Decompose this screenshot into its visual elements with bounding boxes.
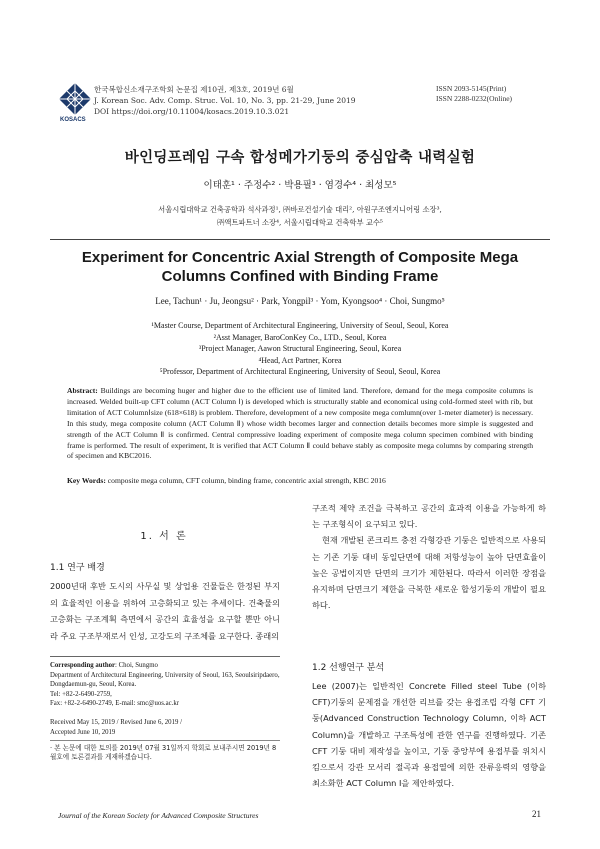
body-text-left: 2000년대 후반 도시의 사무실 및 상업용 건물들은 한정된 부지의 효율적인 이용을 위하여 고층화되고 있는 추세이다. 건축물의 고층화는 구조계획 측면에서 공간의 효율성을 요구할 뿐만 아니라 주요 구조부재로서 인성, 고강도의 구조체를 요구한다. 종래의 xyxy=(50,581,280,641)
subsection-heading: 1.1 연구 배경 xyxy=(50,563,105,573)
divider xyxy=(50,740,280,741)
affiliation-ko-line: ㈜액트파트너 소장⁴, 서울시립대학교 건축학부 교수⁵ xyxy=(217,218,383,227)
corr-name: : Choi, Sungmo xyxy=(115,662,158,669)
abstract-text: Buildings are becoming huger and higher due to the efficient use of limited land. Therefore, demand for the mega composite columns is increased. Welded built-up CFT column (ACT Column Ⅰ) is developed which is structurally stable and economical using cold-formed steel with rib, but limitation of ACT ColumnⅠsize (618×618) is problem. Therefore, development of a new composite mega comlumn(over 1-meter diameter) is necessary. In this study, mega composite column (ACT Column Ⅱ) whose width becomes larger and connection details becomes more simple is suggested and strength of the ACT Column Ⅱ is confirmed. Central compressive loading experiment of composite mega column specimen combined with binding frame is performed. The result of experiment, It is verified that ACT Column Ⅱ could behave stably as composite mega columns by comparing strength of specimen and KBC2016. xyxy=(67,386,533,461)
title-korean: 바인딩프레임 구속 합성메가기둥의 중심압축 내력실험 xyxy=(124,150,476,166)
footer-journal: Journal of the Korean Society for Advanced Composite Structures xyxy=(58,811,259,820)
corr-fax-email[interactable]: Fax: +82-2-6490-2749, E-mail: smc@uos.ac.kr xyxy=(50,700,180,708)
doi-link[interactable]: DOI https://doi.org/10.11004/kosacs.2019.10.3.021 xyxy=(94,107,290,116)
corr-address: Department of Architectural Engineering, University of Seoul, 163, Seoulsiripdaero, Dongdaemun-gu, Seoul, Korea. xyxy=(50,671,280,689)
logo-text: KOSACS xyxy=(60,117,86,123)
divider xyxy=(50,239,550,240)
affiliation-ko-line: 서울시립대학교 건축공학과 석사과정¹, ㈜바로건설기술 대리², 아원구조엔지니어링 소장³, xyxy=(158,205,442,214)
body-text-right-bottom: Lee (2007)는 일반적인 Concrete Filled steel Tube (이하 CFT)기둥의 문제점을 개선한 리브를 갖는 용접조립 각형 CFT 기둥(Advanced Construction Technology Column, 이하 ACT Column)을 개발하고 구조특성에 관한 연구를 진행하였다. 기존 CFT 기둥 대비 제작성을 높이고, 기둥 중앙부에 용접부를 위치시킴으로서 강관 모서리 절곡과 용접열에 의한 잔류응력의 영향을 최소화한 ACT Column Ⅰ을 제안하였다. xyxy=(312,681,546,789)
received-line: Received May 15, 2019 / Revised June 6, 2019 / xyxy=(50,719,182,726)
authors-korean: 이태훈¹ · 주정수² · 박용필³ · 염경수⁴ · 최성모⁵ xyxy=(203,180,397,191)
journal-ko: 한국복합신소재구조학회 논문집 제10권, 제3호, 2019년 6월 xyxy=(94,85,294,94)
affiliations-english xyxy=(0,320,600,378)
paragraph: 현재 개발된 콘크리트 충전 각형강관 기둥은 일반적으로 사용되는 기존 기둥 대비 동일단면에 대해 저항성능이 높아 단면효율이 높은 공법이지만 단면의 크기가 제한된다. 따라서 이러한 장점을 유지하며 단면크기 제한을 극복한 새로운 합성기둥의 개발이 필요하다. xyxy=(312,535,546,611)
title-en-line: Columns Confined with Binding Frame xyxy=(161,268,439,285)
kosacs-logo-icon xyxy=(58,82,92,116)
corr-tel: Tel: +82-2-6490-2759, xyxy=(50,690,112,698)
affiliation-en-line: ²Asst Manager, BaroConKey Co., LTD., Seoul, Korea xyxy=(213,332,387,342)
affiliations-korean xyxy=(0,203,600,229)
received-dates xyxy=(50,718,282,737)
discussion-note: · 본 논문에 대한 토의를 2019년 07월 31일까지 학회로 보내주시면 2019년 8월호에 토론결과를 게재하겠습니다. xyxy=(50,744,277,762)
subsection-heading: 1.2 선행연구 분석 xyxy=(312,663,385,673)
body-text-right-top xyxy=(312,500,546,613)
affiliation-en-line: ³Project Manager, Aawon Structural Engineering, Seoul, Korea xyxy=(198,344,402,353)
page-number: 21 xyxy=(532,809,541,819)
paragraph: 구조적 제약 조건을 극복하고 공간의 효과적 이용을 가능하게 하는 구조형식이 요구되고 있다. xyxy=(312,503,546,530)
abstract xyxy=(67,386,533,462)
affiliation-en-line: ⁵Professor, Department of Architectural Engineering, University of Seoul, Seoul, Korea xyxy=(159,367,441,376)
keywords-text: composite mega column, CFT column, binding frame, concentric axial strength, KBC 2016 xyxy=(107,476,386,485)
accepted-line: Accepted June 10, 2019 xyxy=(50,728,116,736)
journal-en: J. Korean Soc. Adv. Comp. Struc. Vol. 10, No. 3, pp. 21-29, June 2019 xyxy=(94,96,356,105)
section-heading: 1. 서 론 xyxy=(140,531,188,542)
title-en-line: Experiment for Concentric Axial Strength of Composite Mega xyxy=(81,249,519,266)
issn-online: ISSN 2288-0232(Online) xyxy=(436,94,513,103)
title-english xyxy=(0,248,600,286)
authors-english: Lee, Tachun¹ · Ju, Jeongsu² · Park, Yongpil³ · Yom, Kyongsoo⁴ · Choi, Sungmo⁵ xyxy=(155,296,445,306)
corr-label: Corresponding author xyxy=(50,662,116,669)
issn-print: ISSN 2093-5145(Print) xyxy=(436,84,507,93)
journal-header xyxy=(94,84,356,117)
issn-block xyxy=(436,84,512,104)
keywords xyxy=(67,476,533,485)
abstract-label: Abstract: xyxy=(67,386,98,395)
divider xyxy=(50,656,280,657)
keywords-label: Key Words: xyxy=(67,476,106,485)
affiliation-en-line: ¹Master Course, Department of Architectural Engineering, University of Seoul, Seoul, Korea xyxy=(151,321,449,330)
corresponding-author xyxy=(50,661,282,709)
affiliation-en-line: ⁴Head, Act Partner, Korea xyxy=(258,355,342,365)
